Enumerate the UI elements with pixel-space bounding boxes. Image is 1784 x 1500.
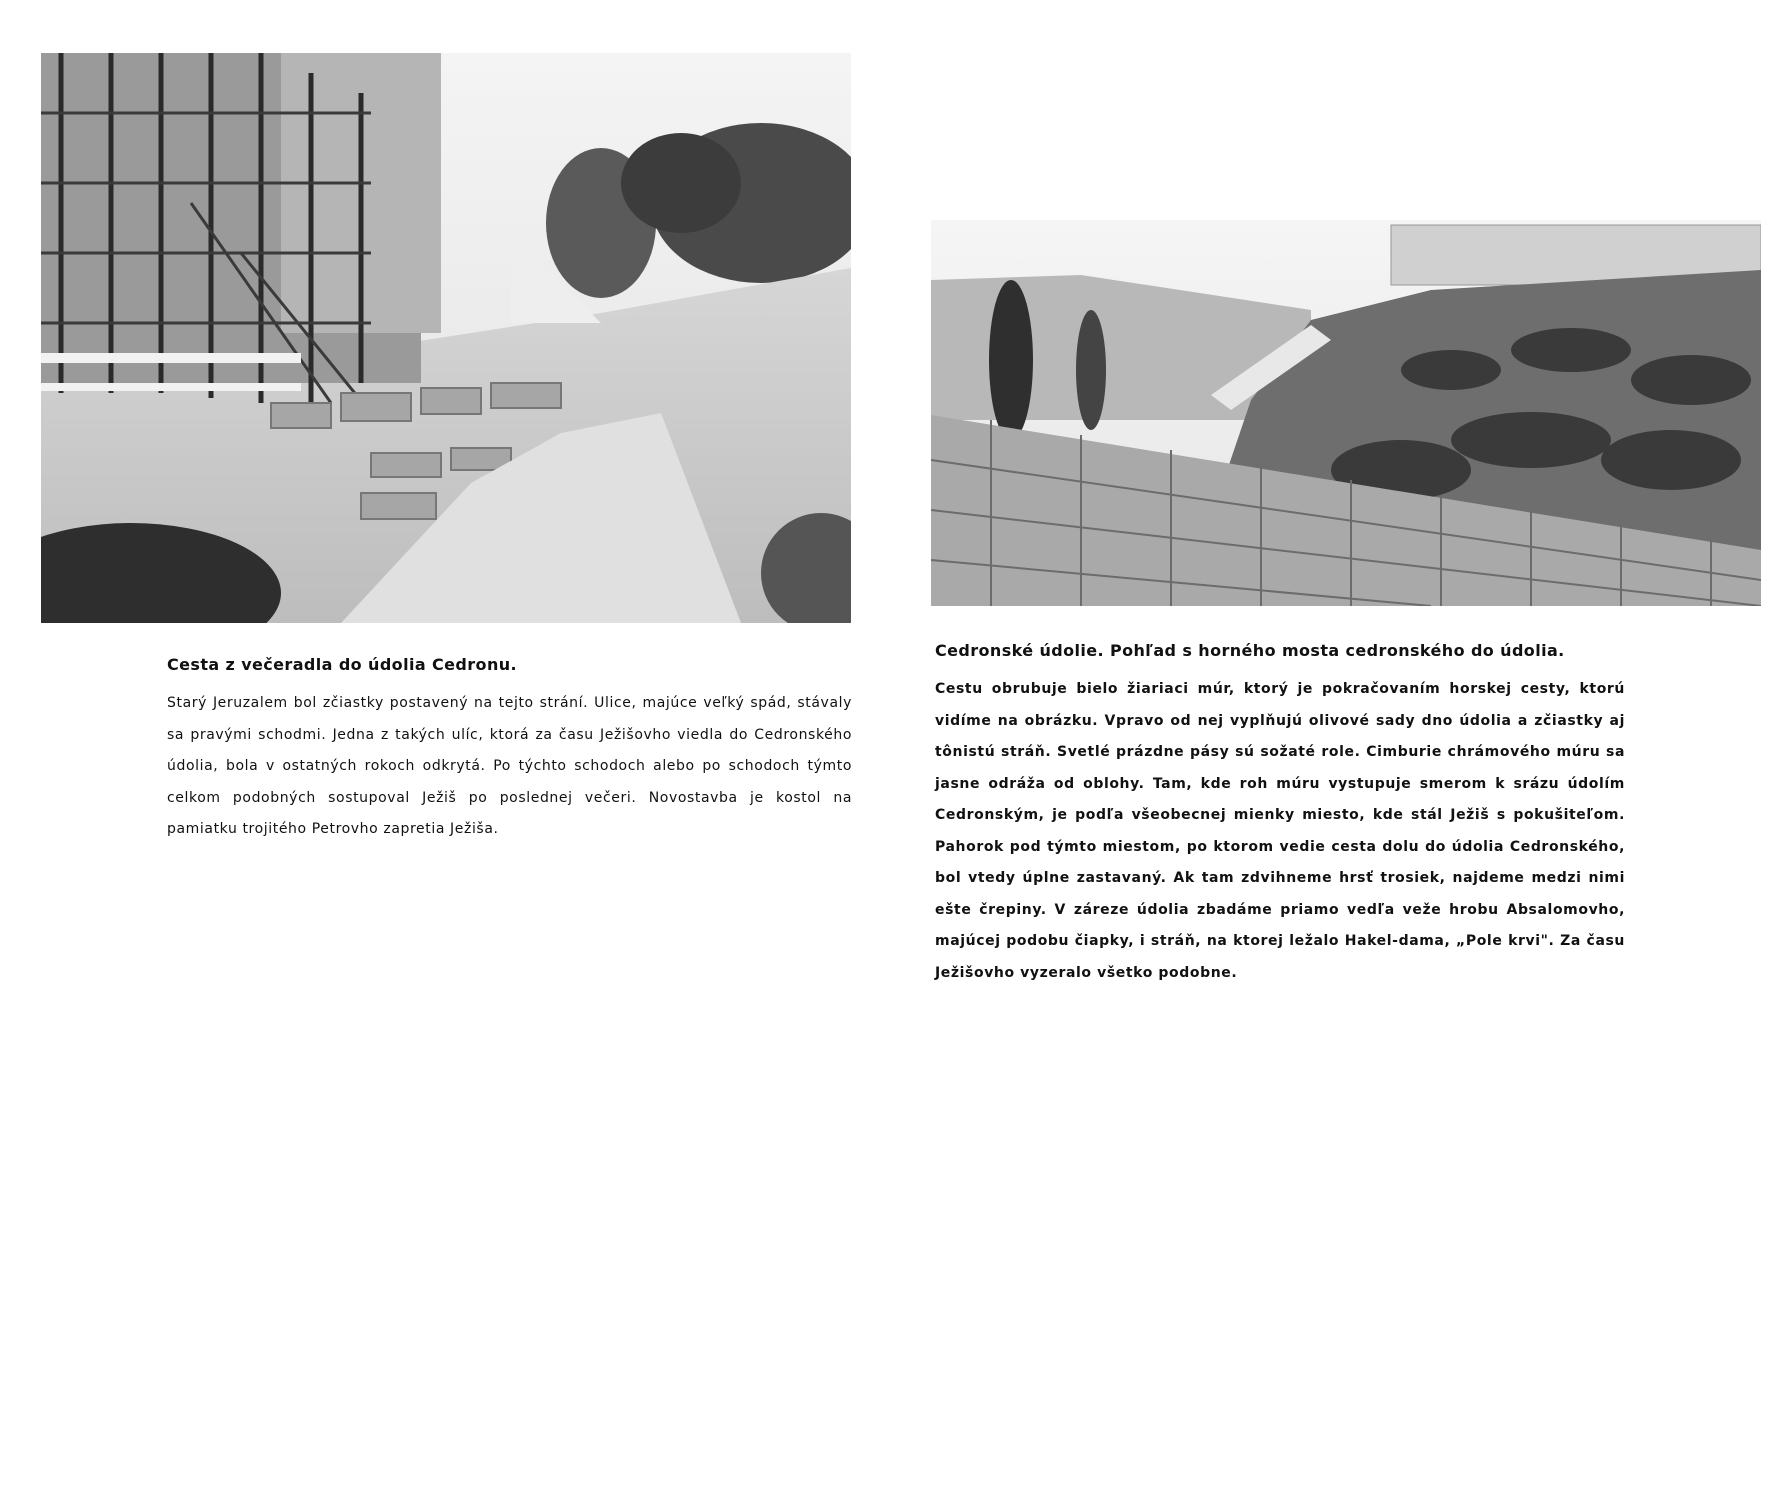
photo-stairs-to-kidron — [41, 53, 851, 623]
caption-left — [167, 655, 852, 846]
photo-kidron-valley — [931, 220, 1761, 606]
caption-right-text: Cestu obrubuje bielo žiariaci múr, ktorý je pokračovaním horskej cesty, ktorú vidíme na obrázku. Vpravo od nej vyplňujú olivové sady dno údolia a zčiastky aj tônistú stráň. Svetlé prázdne pásy sú sožaté role. Cimburie chrámového múru sa jasne odráža od oblohy. Tam, kde roh múru vystupuje smerom k srázu údolím Cedronským, je podľa všeobecnej mienky miesto, kde stál Ježiš s pokušiteľom. Pahorok pod týmto miestom, po ktorom vedie cesta dolu do údolia Cedronského, bol vtedy úplne zastavaný. Ak tam zdvihneme hrsť trosiek, najdeme medzi nimi ešte črepiny. V záreze údolia zbadáme priamo vedľa veže hrobu Absalomovho, majúcej podobu čiapky, i stráň, na ktorej ležalo Hakel-dama, „Pole krvi". Za času Ježišovho vyzeralo všetko podobne. — [935, 681, 1625, 981]
caption-right — [935, 641, 1625, 989]
caption-right-title: Cedronské údolie. Pohľad s horného mosta cedronského do údolia. — [935, 641, 1565, 660]
caption-left-text: Starý Jeruzalem bol zčiastky postavený na tejto strání. Ulice, majúce veľký spád, stávaly sa pravými schodmi. Jedna z takých ulíc, ktorá za času Ježišovho viedla do Cedronského údolia, bola v ostatných rokoch odkrytá. Po týchto schodoch alebo po schodoch týmto celkom podobných sostupoval Ježiš po poslednej večeri. Novostavba je kostol na pamiatku trojitého Petrovho zapretia Ježiša. — [167, 695, 852, 837]
caption-left-title: Cesta z večeradla do údolia Cedronu. — [167, 655, 518, 674]
